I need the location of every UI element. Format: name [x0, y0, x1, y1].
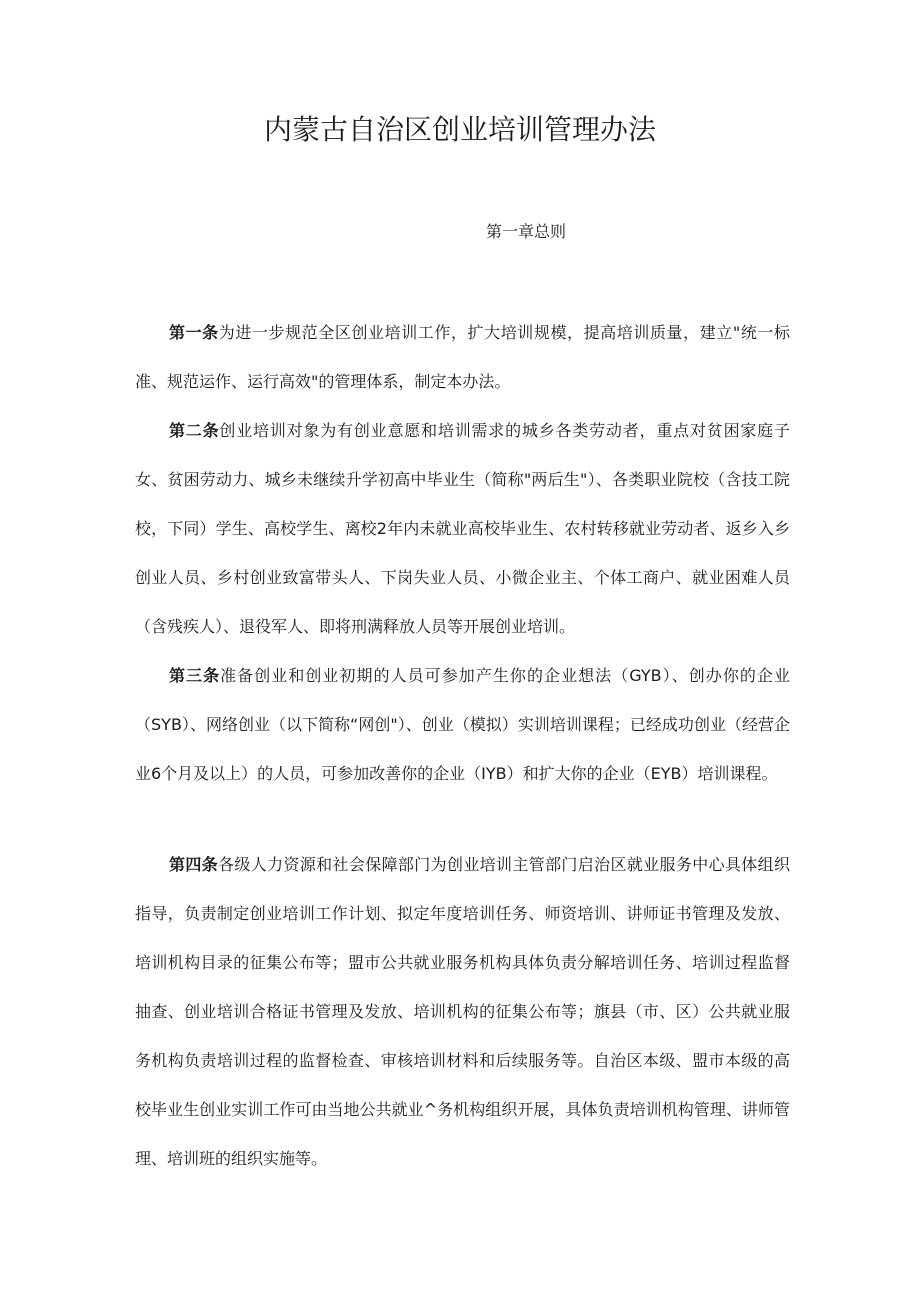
- article-text: 为进一步规范全区创业培训工作，扩大培训规模，提高培训质量，建立"统一标准、规范运作、运行高效"的管理体系，制定本办法。: [135, 323, 790, 391]
- article-4: [135, 840, 790, 1183]
- article-label: 第二条: [169, 421, 220, 440]
- article-label: 第三条: [169, 666, 221, 685]
- article-1: [135, 308, 790, 406]
- article-2: [135, 406, 790, 651]
- article-text: 准备创业和创业初期的人员可参加产生你的企业想法（GYB）、创办你的企业（SYB）、网络创业（以下简称“网创"）、创业（模拟）实训培训课程；已经成功创业（经营企业6个月及以上）的人员，可参加改善你的企业（IYB）和扩大你的企业（EYB）培训课程。: [135, 666, 790, 783]
- article-text: 各级人力资源和社会保障部门为创业培训主管部门启治区就业服务中心具体组织指导，负责制定创业培训工作计划、拟定年度培训任务、师资培训、讲师证书管理及发放、培训机构目录的征集公布等；盟市公共就业服务机构具体负责分解培训任务、培训过程监督抽查、创业培训合格证书管理及发放、培训机构的征集公布等；旗县（市、区）公共就业服务机构负责培训过程的监督检查、审核培训材料和后续服务等。自治区本级、盟市本级的高校毕业生创业实训工作可由当地公共就业^务机构组织开展，具体负责培训机构管理、讲师管理、培训班的组织实施等。: [135, 855, 790, 1168]
- chapter-heading: 第一章总则: [486, 222, 567, 241]
- article-3: [135, 651, 790, 798]
- article-label: 第一条: [169, 323, 219, 342]
- article-text: 创业培训对象为有创业意愿和培训需求的城乡各类劳动者，重点对贫困家庭子女、贫困劳动力、城乡未继续升学初高中毕业生（简称"两后生"）、各类职业院校（含技工院校，下同）学生、高校学生、离校2年内未就业高校毕业生、农村转移就业劳动者、返乡入乡创业人员、乡村创业致富带头人、下岗失业人员、小微企业主、个体工商户、就业困难人员（含残疾人）、退役军人、即将刑满释放人员等开展创业培训。: [135, 421, 790, 636]
- article-label: 第四条: [169, 855, 219, 874]
- document-title: 内蒙古自治区创业培训管理办法: [263, 113, 656, 146]
